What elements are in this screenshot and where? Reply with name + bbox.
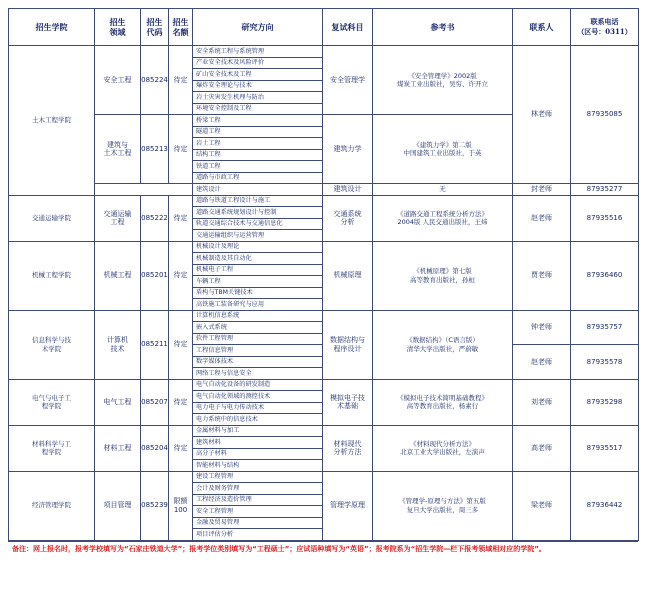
research-direction: 会计及财务管理 [193, 483, 323, 495]
research-direction: 道路与铁道工程设计与施工 [193, 195, 323, 207]
research-direction: 高分子材料 [193, 448, 323, 460]
field-name: 项目管理 [95, 471, 141, 540]
field-code: 085222 [141, 195, 169, 241]
contact-phone: 87935578 [571, 345, 639, 380]
research-direction: 机械制造及其自动化 [193, 253, 323, 265]
contact-person: 高老师 [513, 425, 571, 471]
research-direction: 金融及贸易管理 [193, 517, 323, 529]
reference-book: 无 [373, 184, 513, 196]
reference-book: 《建筑力学》第二版 中国建筑工业出版社，于英 [373, 115, 513, 184]
table-row [9, 46, 639, 58]
header-row [9, 9, 639, 46]
header-contact: 联系人 [513, 9, 571, 46]
contact-phone: 87935085 [571, 46, 639, 184]
field-code: 085201 [141, 241, 169, 310]
research-direction: 隧道工程 [193, 126, 323, 138]
retest-subject: 建筑设计 [323, 184, 373, 196]
college-name: 经济管理学院 [9, 471, 95, 540]
reference-book: 《道路交通工程系统分析方法》 2004版 人民交通出版社，王炜 [373, 195, 513, 241]
college-name: 机械工程学院 [9, 241, 95, 310]
field-name: 建筑与 土木工程 [95, 115, 141, 184]
contact-person: 赵老师 [513, 195, 571, 241]
research-direction: 高铁施工装备研究与应用 [193, 299, 323, 311]
research-direction: 电力电子与电力传动技术 [193, 402, 323, 414]
field-code: 085239 [141, 471, 169, 540]
field-code: 085204 [141, 425, 169, 471]
research-direction: 嵌入式系统 [193, 322, 323, 334]
college-name: 电气与电子工 程学院 [9, 379, 95, 425]
research-direction: 安全工程管理 [193, 506, 323, 518]
research-direction: 产业安全技术及风险评价 [193, 57, 323, 69]
retest-subject: 模拟电子技 术基础 [323, 379, 373, 425]
contact-person: 林老师 [513, 46, 571, 184]
research-direction: 道路与市政工程 [193, 172, 323, 184]
reference-book: 《数据结构》（C语言版） 清华大学出版社，严蔚敏 [373, 310, 513, 379]
field-name: 材料工程 [95, 425, 141, 471]
research-direction: 建筑材料 [193, 437, 323, 449]
admission-table [8, 8, 639, 541]
note-table [8, 541, 638, 557]
field-name: 电气工程 [95, 379, 141, 425]
research-direction: 金属材料与加工 [193, 425, 323, 437]
field-name: 机械工程 [95, 241, 141, 310]
retest-subject: 管理学原理 [323, 471, 373, 540]
header-phone: 联系电话 （区号：0311） [571, 9, 639, 46]
table-row [9, 425, 639, 437]
contact-phone: 87935277 [571, 184, 639, 196]
header-code: 招生 代码 [141, 9, 169, 46]
research-direction: 工程经济及造价管理 [193, 494, 323, 506]
research-direction: 建筑设计 [193, 184, 323, 196]
header-direction: 研究方向 [193, 9, 323, 46]
table-row [9, 195, 639, 207]
research-direction: 电气自动化设备的研发制造 [193, 379, 323, 391]
research-direction: 计算机信息系统 [193, 310, 323, 322]
header-quota: 招生 名额 [169, 9, 193, 46]
retest-subject: 安全管理学 [323, 46, 373, 115]
research-direction: 轨道交通综合技术与交通信息化 [193, 218, 323, 230]
research-direction: 软件工程管理 [193, 333, 323, 345]
admission-table-container [8, 8, 638, 557]
research-direction: 智能材料与结构 [193, 460, 323, 472]
field-code: 085207 [141, 379, 169, 425]
contact-person: 封老师 [513, 184, 571, 196]
field-quota: 待定 [169, 310, 193, 379]
retest-subject: 数据结构与 程序设计 [323, 310, 373, 379]
research-direction: 工程信息管理 [193, 345, 323, 357]
field-quota: 待定 [169, 46, 193, 115]
contact-person: 赵老师 [513, 345, 571, 380]
contact-phone: 87935516 [571, 195, 639, 241]
field-code: 085213 [141, 115, 169, 184]
contact-phone: 87935517 [571, 425, 639, 471]
research-direction: 道路交通系统规划设计与控制 [193, 207, 323, 219]
research-direction: 车辆工程 [193, 276, 323, 288]
field-blank [95, 184, 193, 196]
header-exam: 复试科目 [323, 9, 373, 46]
research-direction: 桥梁工程 [193, 115, 323, 127]
retest-subject: 材料现代 分析方法 [323, 425, 373, 471]
table-row [9, 379, 639, 391]
field-code: 085211 [141, 310, 169, 379]
research-direction: 矿山安全技术及工程 [193, 69, 323, 81]
field-name: 交通运输 工程 [95, 195, 141, 241]
research-direction: 岩土灾害发生机理与防治 [193, 92, 323, 104]
contact-person: 刘老师 [513, 379, 571, 425]
research-direction: 机械设计及理论 [193, 241, 323, 253]
retest-subject: 交通系统 分析 [323, 195, 373, 241]
contact-person: 梁老师 [513, 471, 571, 540]
contact-phone: 87935757 [571, 310, 639, 345]
contact-phone: 87936460 [571, 241, 639, 310]
research-direction: 岩土工程 [193, 138, 323, 150]
reference-book: 《管理学-原理与方法》第五版 复旦大学出版社，周三多 [373, 471, 513, 540]
research-direction: 数字媒体技术 [193, 356, 323, 368]
college-name: 材料科学与工 程学院 [9, 425, 95, 471]
research-direction: 结构工程 [193, 149, 323, 161]
research-direction: 机械电子工程 [193, 264, 323, 276]
field-quota: 待定 [169, 425, 193, 471]
header-book: 参考书 [373, 9, 513, 46]
contact-phone: 87935298 [571, 379, 639, 425]
field-quota: 待定 [169, 115, 193, 184]
research-direction: 安全系统工程与系统管理 [193, 46, 323, 58]
header-field: 招生 领域 [95, 9, 141, 46]
contact-person: 贾老师 [513, 241, 571, 310]
table-body [9, 46, 639, 541]
field-quota: 限额 100 [169, 471, 193, 540]
field-name: 安全工程 [95, 46, 141, 115]
note-text: 备注：网上报名时，报考学校填写为“石家庄铁道大学”；报考学位类别填写为“工程硕士”；应试语种填写为“英语”；报考院系为“招生学院—栏下报考领域相对应的学院”。 [8, 541, 638, 557]
research-direction: 盾构与TBM关键技术 [193, 287, 323, 299]
research-direction: 环境安全控制及工程 [193, 103, 323, 115]
research-direction: 项目评估分析 [193, 529, 323, 541]
contact-phone: 87936442 [571, 471, 639, 540]
retest-subject: 机械原理 [323, 241, 373, 310]
research-direction: 电气自动化领域的测控技术 [193, 391, 323, 403]
field-quota: 待定 [169, 379, 193, 425]
table-row [9, 241, 639, 253]
reference-book: 《安全管理学》2002版 煤炭工业出版社，吴穷、许开立 [373, 46, 513, 115]
college-name: 土木工程学院 [9, 46, 95, 196]
contact-person: 钟老师 [513, 310, 571, 345]
research-direction: 网络工程与信息安全 [193, 368, 323, 380]
retest-subject: 建筑力学 [323, 115, 373, 184]
research-direction: 建设工程管理 [193, 471, 323, 483]
research-direction: 电力系统中的信息技术 [193, 414, 323, 426]
table-row [9, 184, 639, 196]
field-quota: 待定 [169, 241, 193, 310]
reference-book: 《模拟电子技术简明基础教程》 高等教育出版社，杨素行 [373, 379, 513, 425]
header-college: 招生学院 [9, 9, 95, 46]
field-code: 085224 [141, 46, 169, 115]
table-row [9, 310, 639, 322]
research-direction: 铁道工程 [193, 161, 323, 173]
college-name: 信息科学与技 术学院 [9, 310, 95, 379]
field-name: 计算机 技术 [95, 310, 141, 379]
research-direction: 交通运输组织与运营管理 [193, 230, 323, 242]
research-direction: 爆炸安全理论与技术 [193, 80, 323, 92]
college-name: 交通运输学院 [9, 195, 95, 241]
table-row [9, 471, 639, 483]
reference-book: 《机械原理》第七版 高等教育出版社，孙桓 [373, 241, 513, 310]
reference-book: 《材料现代分析方法》 北京工业大学出版社，左演声 [373, 425, 513, 471]
field-quota: 待定 [169, 195, 193, 241]
